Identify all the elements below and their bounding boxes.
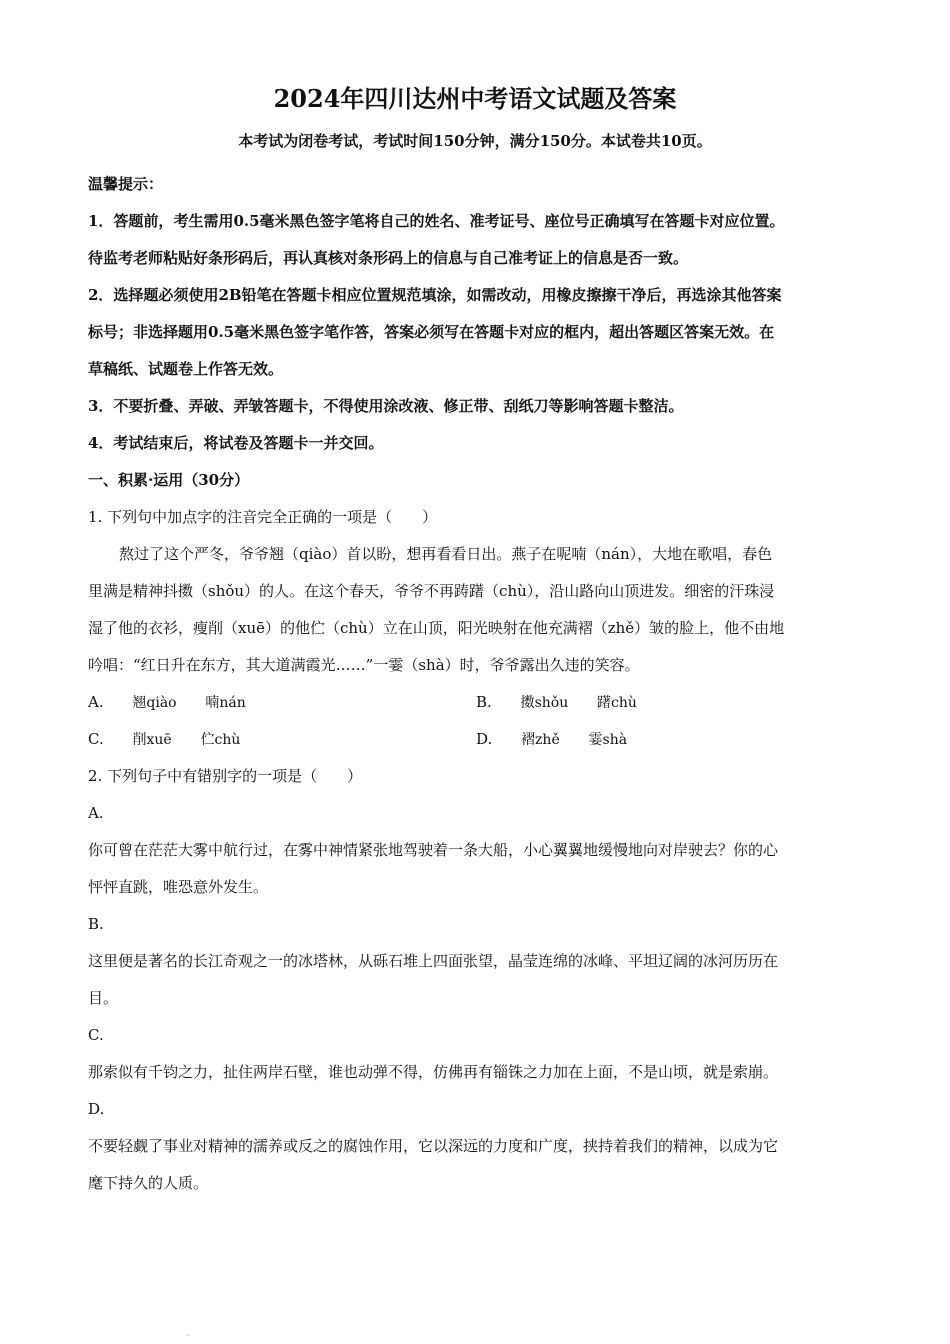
option-label: B.: [476, 693, 492, 711]
question-1-passage-line: 湿了他的衣衫，瘦削（xuē）的他伫（chù）立在山顶，阳光映射在他充满褶（zhě）皱的脸上，他不由地: [88, 619, 785, 637]
option-text: 喃nán: [205, 695, 246, 711]
question-1-passage-line: 熬过了这个严冬，爷爷翘（qiào）首以盼，想再看看日出。燕子在呢喃（nán），大地在歌唱，春色: [119, 545, 773, 563]
tip-line: 待监考老师粘贴好条形码后，再认真核对条形码上的信息与自己准考证上的信息是否一致。: [88, 249, 689, 267]
option-text: 躇chù: [597, 695, 637, 711]
question-1-options-row: [88, 721, 864, 758]
option-b: [476, 684, 864, 721]
tip-line: 4．考试结束后，将试卷及答题卡一并交回。: [88, 434, 384, 452]
tip-line: 草稿纸、试题卷上作答无效。: [88, 360, 284, 378]
tip-line: 1．答题前，考生需用0.5毫米黑色签字笔将自己的姓名、准考证号、座位号正确填写在答题卡对应位置。: [88, 212, 785, 230]
option-label: C.: [88, 730, 104, 748]
tip-line: 3．不要折叠、弄破、弄皱答题卡，不得使用涂改液、修正带、刮纸刀等影响答题卡整洁。: [88, 397, 684, 415]
option-text: 伫chù: [200, 732, 241, 748]
option-label: A.: [88, 693, 104, 711]
option-text: 擞shǒu: [520, 695, 569, 711]
option-b-text: 目。: [88, 989, 119, 1007]
document-body: [88, 166, 864, 1202]
section-heading: 一、积累·运用（30分）: [88, 471, 250, 489]
tip-line: 标号；非选择题用0.5毫米黑色签字笔作答，答案必须写在答题卡对应的框内，超出答题区答案无效。在: [88, 323, 775, 341]
tips-heading: 温馨提示：: [88, 175, 164, 193]
option-text: 翘qiào: [132, 695, 177, 711]
option-d: [476, 721, 864, 758]
question-1-options-row: [88, 684, 864, 721]
question-1-passage-line: 里满是精神抖擞（shǒu）的人。在这个春天，爷爷不再踌躇（chù），沿山路向山顶进发。细密的汗珠浸: [88, 582, 775, 600]
option-d-text: 麾下持久的人质。: [88, 1174, 209, 1192]
option-text: 褶zhě: [521, 732, 560, 748]
page-title: 2024年四川达州中考语文试题及答案: [273, 84, 677, 113]
option-a-text: 你可曾在茫茫大雾中航行过，在雾中神情紧张地驾驶着一条大船，小心翼翼地缓慢地向对岸驶去？你的心: [88, 841, 779, 859]
option-a-text: 怦怦直跳，唯恐意外发生。: [88, 878, 269, 896]
option-d-text: 不要轻觑了事业对精神的濡养或反之的腐蚀作用，它以深远的力度和广度，挟持着我们的精神，以成为它: [88, 1137, 779, 1155]
page-mark: [186, 1334, 190, 1336]
option-c: [88, 721, 476, 758]
exam-instructions: 本考试为闭卷考试，考试时间150分钟，满分150分。本试卷共10页。: [238, 132, 712, 150]
option-b-label: B.: [88, 915, 104, 933]
question-1-passage-line: 吟唱：“红日升在东方，其大道满霞光……”一霎（shà）时，爷爷露出久违的笑容。: [88, 656, 640, 674]
option-b-text: 这里便是著名的长江奇观之一的冰塔林，从砾石堆上四面张望，晶莹连绵的冰峰、平坦辽阔的冰河历历在: [88, 952, 779, 970]
tip-line: 2．选择题必须使用2B铅笔在答题卡相应位置规范填涂，如需改动，用橡皮擦擦干净后，再选涂其他答案: [88, 286, 782, 304]
question-1-stem: 1. 下列句中加点字的注音完全正确的一项是（ ）: [88, 508, 438, 526]
option-a: [88, 684, 476, 721]
option-c-text: 那索似有千钧之力，扯住两岸石壁，谁也动弹不得，仿佛再有锱铢之力加在上面，不是山顷，就是索崩。: [88, 1063, 779, 1081]
option-label: D.: [476, 730, 493, 748]
option-c-label: C.: [88, 1026, 104, 1044]
option-text: 削xuē: [132, 732, 172, 748]
question-2-stem: 2. 下列句子中有错别字的一项是（ ）: [88, 767, 363, 785]
option-a-label: A.: [88, 804, 104, 822]
option-d-label: D.: [88, 1100, 105, 1118]
option-text: 霎shà: [588, 732, 628, 748]
